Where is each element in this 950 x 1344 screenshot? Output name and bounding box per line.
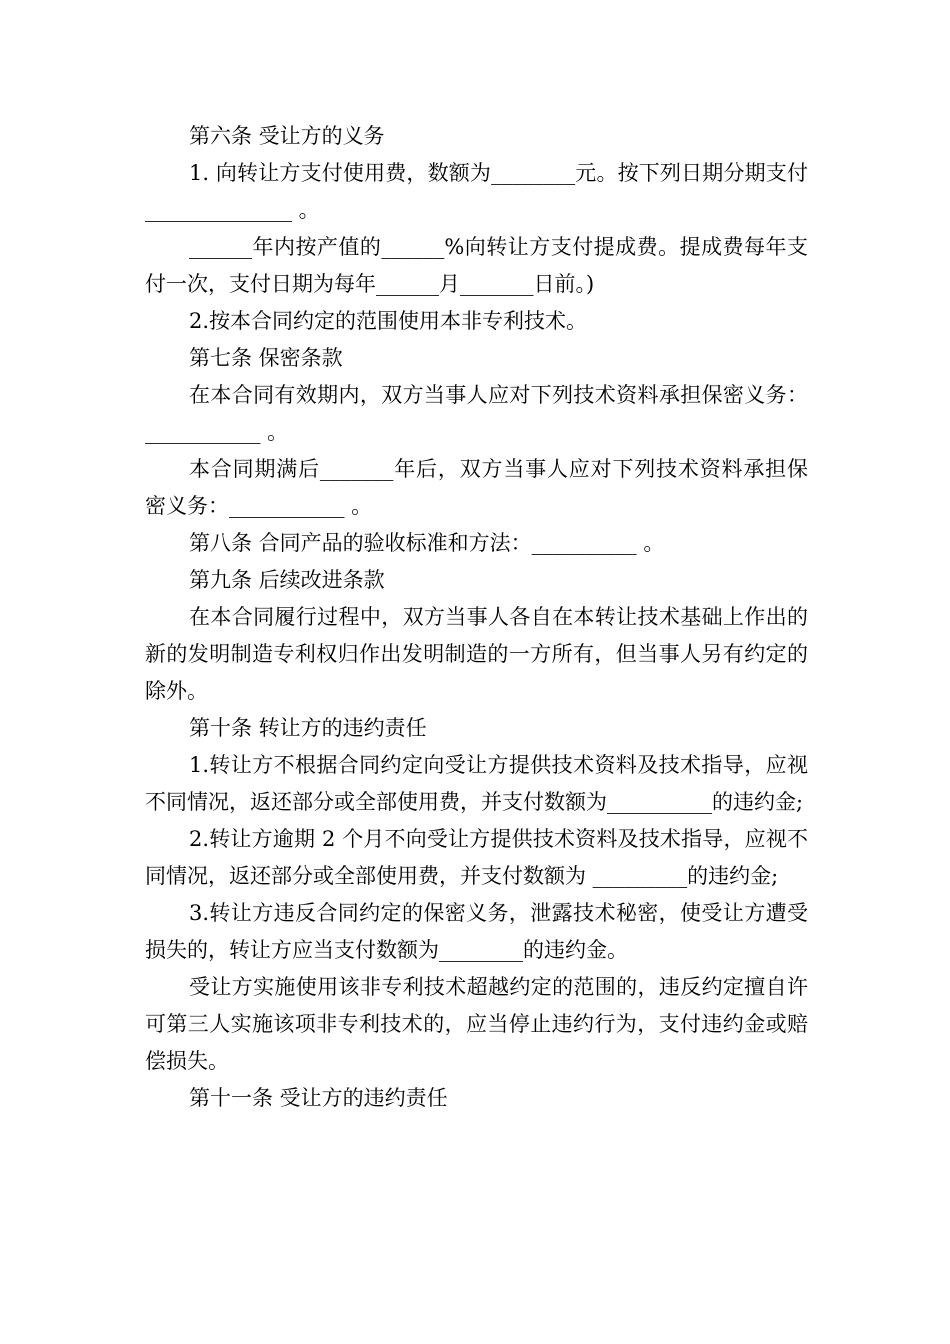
heading-article-11: 第十一条 受让方的违约责任	[189, 1086, 448, 1110]
paragraph-breach-3: 3.转让方违反合同约定的保密义务，泄露技术秘密，使受让方遭受损失的，转让方应当支付数额为________的违约金。	[145, 901, 808, 962]
heading-article-6: 第六条 受让方的义务	[189, 124, 385, 148]
paragraph-usage-fee: 1. 向转让方支付使用费，数额为________元。按下列日期分期支付______________ 。	[145, 161, 808, 222]
heading-article-7: 第七条 保密条款	[189, 346, 343, 370]
paragraph-improvements: 在本合同履行过程中，双方当事人各自在本转让技术基础上作出的新的发明制造专利权归作出发明制造的一方所有，但当事人另有约定的除外。	[145, 605, 808, 703]
paragraph-confidentiality-term: 在本合同有效期内，双方当事人应对下列技术资料承担保密义务：___________ 。	[145, 383, 808, 444]
paragraph-breach-2: 2.转让方逾期 2 个月不向受让方提供技术资料及技术指导，应视不同情况，返还部分或全部使用费，并支付数额为 _________的违约金;	[145, 827, 808, 888]
heading-article-10: 第十条 转让方的违约责任	[189, 716, 427, 740]
paragraph-licensee-scope-breach: 受让方实施使用该非专利技术超越约定的范围的，违反约定擅自许可第三人实施该项非专利技术的，应当停止违约行为，支付违约金或赔偿损失。	[145, 975, 808, 1073]
paragraph-royalty: ______年内按产值的______%向转让方支付提成费。提成费每年支付一次，支付日期为每年______月_______日前。)	[145, 235, 808, 296]
paragraph-usage-scope: 2.按本合同约定的范围使用本非专利技术。	[189, 309, 588, 333]
heading-article-8: 第八条 合同产品的验收标准和方法：__________ 。	[189, 531, 665, 555]
paragraph-confidentiality-after: 本合同期满后_______年后，双方当事人应对下列技术资料承担保密义务：___________ 。	[145, 457, 808, 518]
heading-article-9: 第九条 后续改进条款	[189, 568, 385, 592]
paragraph-breach-1: 1.转让方不根据合同约定向受让方提供技术资料及技术指导，应视不同情况，返还部分或全部使用费，并支付数额为__________的违约金;	[145, 753, 808, 814]
